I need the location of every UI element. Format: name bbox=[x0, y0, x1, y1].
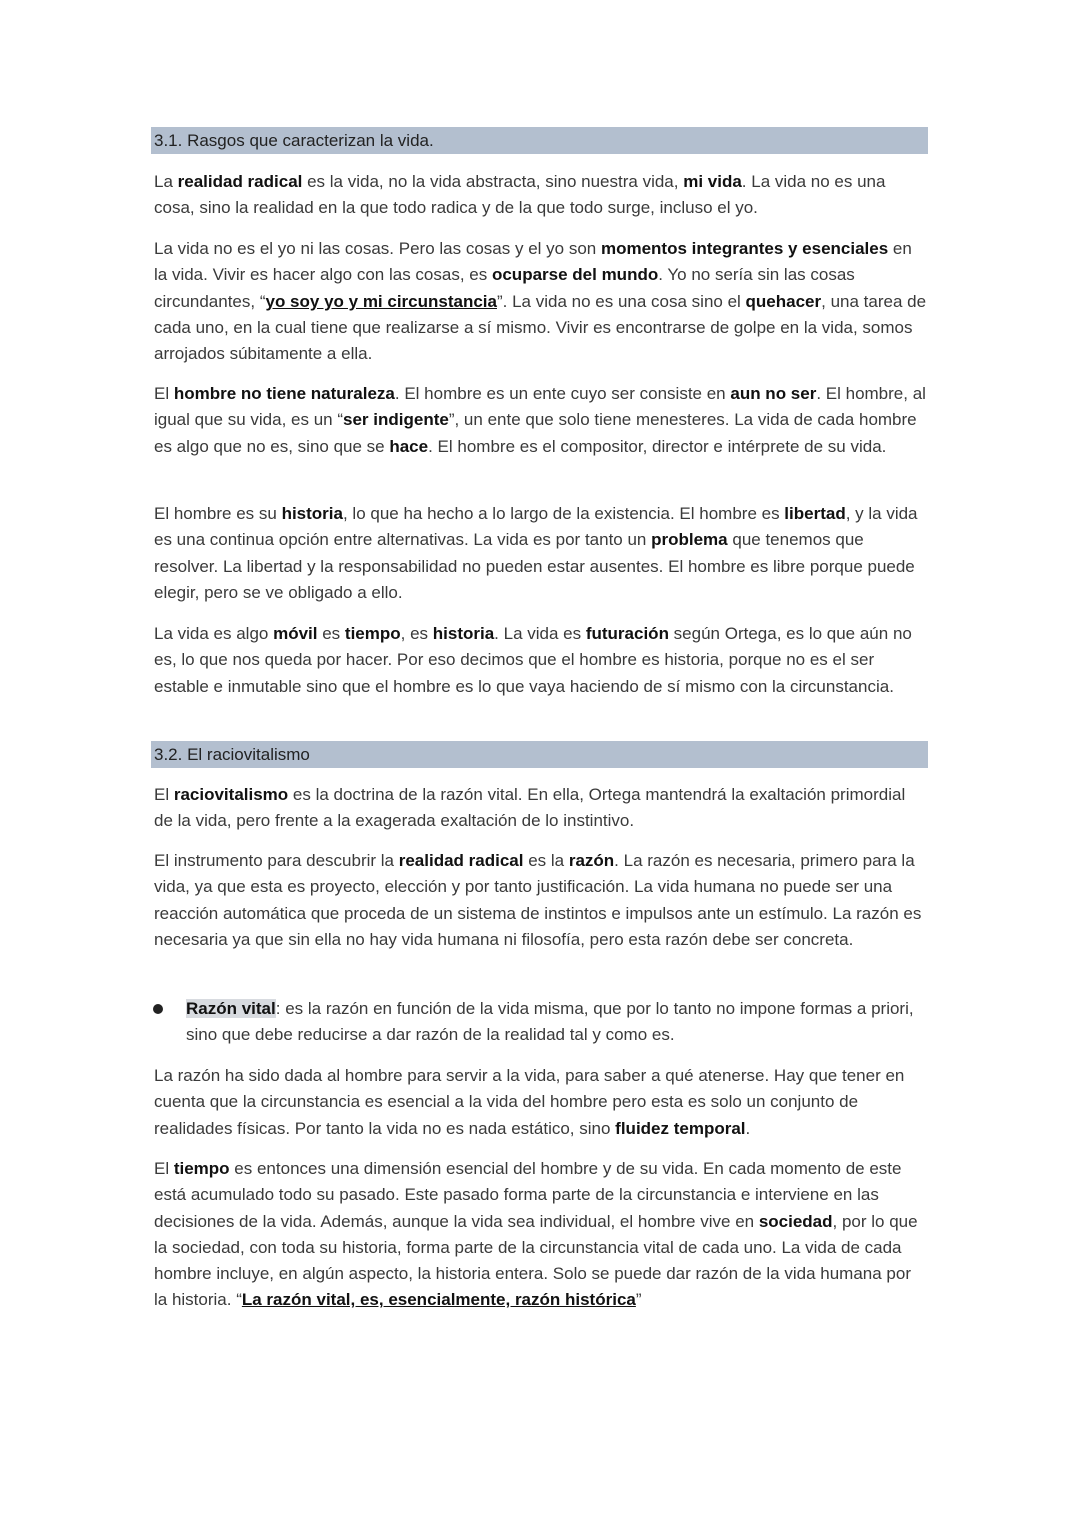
text-run: . El hombre es un ente cuyo ser consiste en bbox=[394, 384, 731, 403]
key-term: Razón vital bbox=[186, 999, 276, 1018]
text-run: La vida no es el yo ni las cosas. Pero las cosas y el yo son bbox=[154, 239, 601, 258]
text-run: El bbox=[154, 785, 174, 804]
text-run: es la doctrina de la razón vital. En ella, Ortega mantendrá la exaltación primordial de la vida, pero frente a la exagerada exaltación de lo instintivo. bbox=[154, 785, 906, 831]
key-term: mi vida bbox=[683, 172, 742, 191]
text-run: ”, un ente que solo tiene menesteres. La vida de cada hombre es algo que no es, sino que se bbox=[154, 410, 917, 456]
bullet-item-razon-vital bbox=[186, 996, 928, 1049]
key-term: sociedad bbox=[758, 1211, 833, 1231]
text-run: El instrumento para descubrir la bbox=[154, 851, 399, 870]
key-term: raciovitalismo bbox=[173, 785, 289, 804]
key-term: fluidez temporal bbox=[615, 1118, 746, 1138]
paragraph bbox=[154, 381, 928, 460]
paragraph bbox=[154, 782, 928, 835]
text-run: , y la vida es una continua opción entre alternativas. La vida es por tanto un bbox=[154, 504, 918, 550]
text-run: La bbox=[154, 172, 178, 191]
text-run: , es bbox=[400, 624, 433, 643]
key-term: tiempo bbox=[173, 1159, 230, 1178]
key-term: tiempo bbox=[344, 624, 401, 643]
key-term: quehacer bbox=[745, 291, 822, 311]
key-term: historia bbox=[432, 624, 495, 643]
key-term: hace bbox=[389, 436, 429, 456]
text-run: . Yo no sería sin las cosas circundantes, “ bbox=[154, 265, 855, 311]
bullet-icon bbox=[153, 1004, 163, 1014]
text-run: . La vida no es una cosa, sino la realidad en la que todo radica y de la que todo surge, incluso el yo. bbox=[154, 172, 886, 218]
paragraph bbox=[154, 1156, 928, 1314]
text-run: La razón ha sido dada al hombre para servir a la vida, para saber a qué atenerse. Hay que tener en cuenta que la circunstancia es esencial a la vida del hombre pero esta es solo un conjunto de realidades físicas. Por tanto la vida no es nada estático, sino bbox=[154, 1066, 905, 1138]
text-run: : es la razón en función de la vida misma, que por lo tanto no impone formas a priori, sino que debe reducirse a dar razón de la realidad tal y como es. bbox=[186, 999, 914, 1045]
text-run: es entonces una dimensión esencial del hombre y de su vida. En cada momento de este está acumulado todo su pasado. Este pasado forma parte de la circunstancia e interviene en las decisiones de la vida. Además, aunque la vida sea individual, el hombre vive en bbox=[154, 1159, 902, 1231]
text-run: , lo que ha hecho a lo largo de la existencia. El hombre es bbox=[342, 504, 785, 523]
text-run: . El hombre es el compositor, director e intérprete de su vida. bbox=[428, 436, 887, 456]
text-run: es la vida, no la vida abstracta, sino nuestra vida, bbox=[302, 172, 684, 191]
text-run: . La razón es necesaria, primero para la vida, ya que esta es proyecto, elección y por tanto justificación. La vida humana no puede ser una reacción automática que proceda de un sistema de instintos e impulsos ante un estímulo. La razón es necesaria ya que sin ella no hay vida humana ni filosofía, pero esta razón debe ser concreta. bbox=[154, 851, 922, 949]
text-run: es bbox=[317, 624, 345, 643]
key-term: ser indigente bbox=[343, 410, 449, 430]
text-run: , por lo que la sociedad, con toda su historia, forma parte de la circunstancia vital de cada uno. La vida de cada hombre incluye, en algún aspecto, la historia entera. Solo se puede dar razón de la vida humana por la historia. “ bbox=[154, 1211, 918, 1310]
text-run: ” bbox=[635, 1290, 642, 1310]
key-term: razón bbox=[568, 851, 615, 870]
text-run: , una tarea de cada uno, en la cual tiene que realizarse a sí mismo. Vivir es encontrarse de golpe en la vida, somos arrojados súbitamente a ella. bbox=[154, 291, 927, 364]
paragraph bbox=[154, 848, 928, 953]
quote-emphasis: yo soy yo y mi circunstancia bbox=[265, 291, 497, 311]
paragraph bbox=[154, 1063, 928, 1142]
paragraph bbox=[154, 169, 928, 222]
text-run: ”. La vida no es una cosa sino el bbox=[496, 291, 746, 311]
text-run: en la vida. Vivir es hacer algo con las cosas, es bbox=[154, 239, 912, 285]
key-term: realidad radical bbox=[398, 851, 524, 870]
key-term: futuración bbox=[585, 624, 669, 643]
paragraph bbox=[154, 501, 928, 606]
key-term: aun no ser bbox=[730, 384, 817, 403]
text-run: La vida es algo bbox=[154, 624, 274, 643]
key-term: hombre no tiene naturaleza bbox=[173, 384, 395, 403]
paragraph bbox=[154, 236, 928, 367]
key-term: historia bbox=[281, 504, 343, 523]
text-run: . El hombre, al igual que su vida, es un “ bbox=[154, 384, 926, 430]
key-term: libertad bbox=[784, 504, 846, 523]
text-run: El hombre es su bbox=[154, 504, 282, 523]
quote-emphasis: La razón vital, es, esencialmente, razón histórica bbox=[241, 1290, 636, 1310]
key-term: ocuparse del mundo bbox=[491, 265, 659, 285]
key-term: móvil bbox=[273, 624, 318, 643]
key-term: momentos integrantes y esenciales bbox=[600, 239, 889, 258]
key-term: problema bbox=[651, 530, 728, 550]
paragraph bbox=[154, 621, 928, 700]
text-run: El bbox=[154, 384, 174, 403]
text-run: es la bbox=[523, 851, 569, 870]
section-heading-rasgos: 3.1. Rasgos que caracterizan la vida. bbox=[151, 127, 928, 154]
text-run: El bbox=[154, 1159, 174, 1178]
text-run: . bbox=[745, 1118, 751, 1138]
section-heading-raciovitalismo: 3.2. El raciovitalismo bbox=[151, 741, 928, 768]
text-run: que tenemos que resolver. La libertad y la responsabilidad no pueden estar ausentes. El hombre es libre porque puede elegir, pero se ve obligado a ello. bbox=[154, 530, 915, 602]
text-run: . La vida es bbox=[494, 624, 586, 643]
text-run: según Ortega, es lo que aún no es, lo que nos queda por hacer. Por eso decimos que el hombre es historia, porque no es el ser estable e inmutable sino que el hombre es lo que vaya haciendo de sí mismo con la circunstancia. bbox=[154, 624, 912, 696]
key-term: realidad radical bbox=[177, 172, 303, 191]
